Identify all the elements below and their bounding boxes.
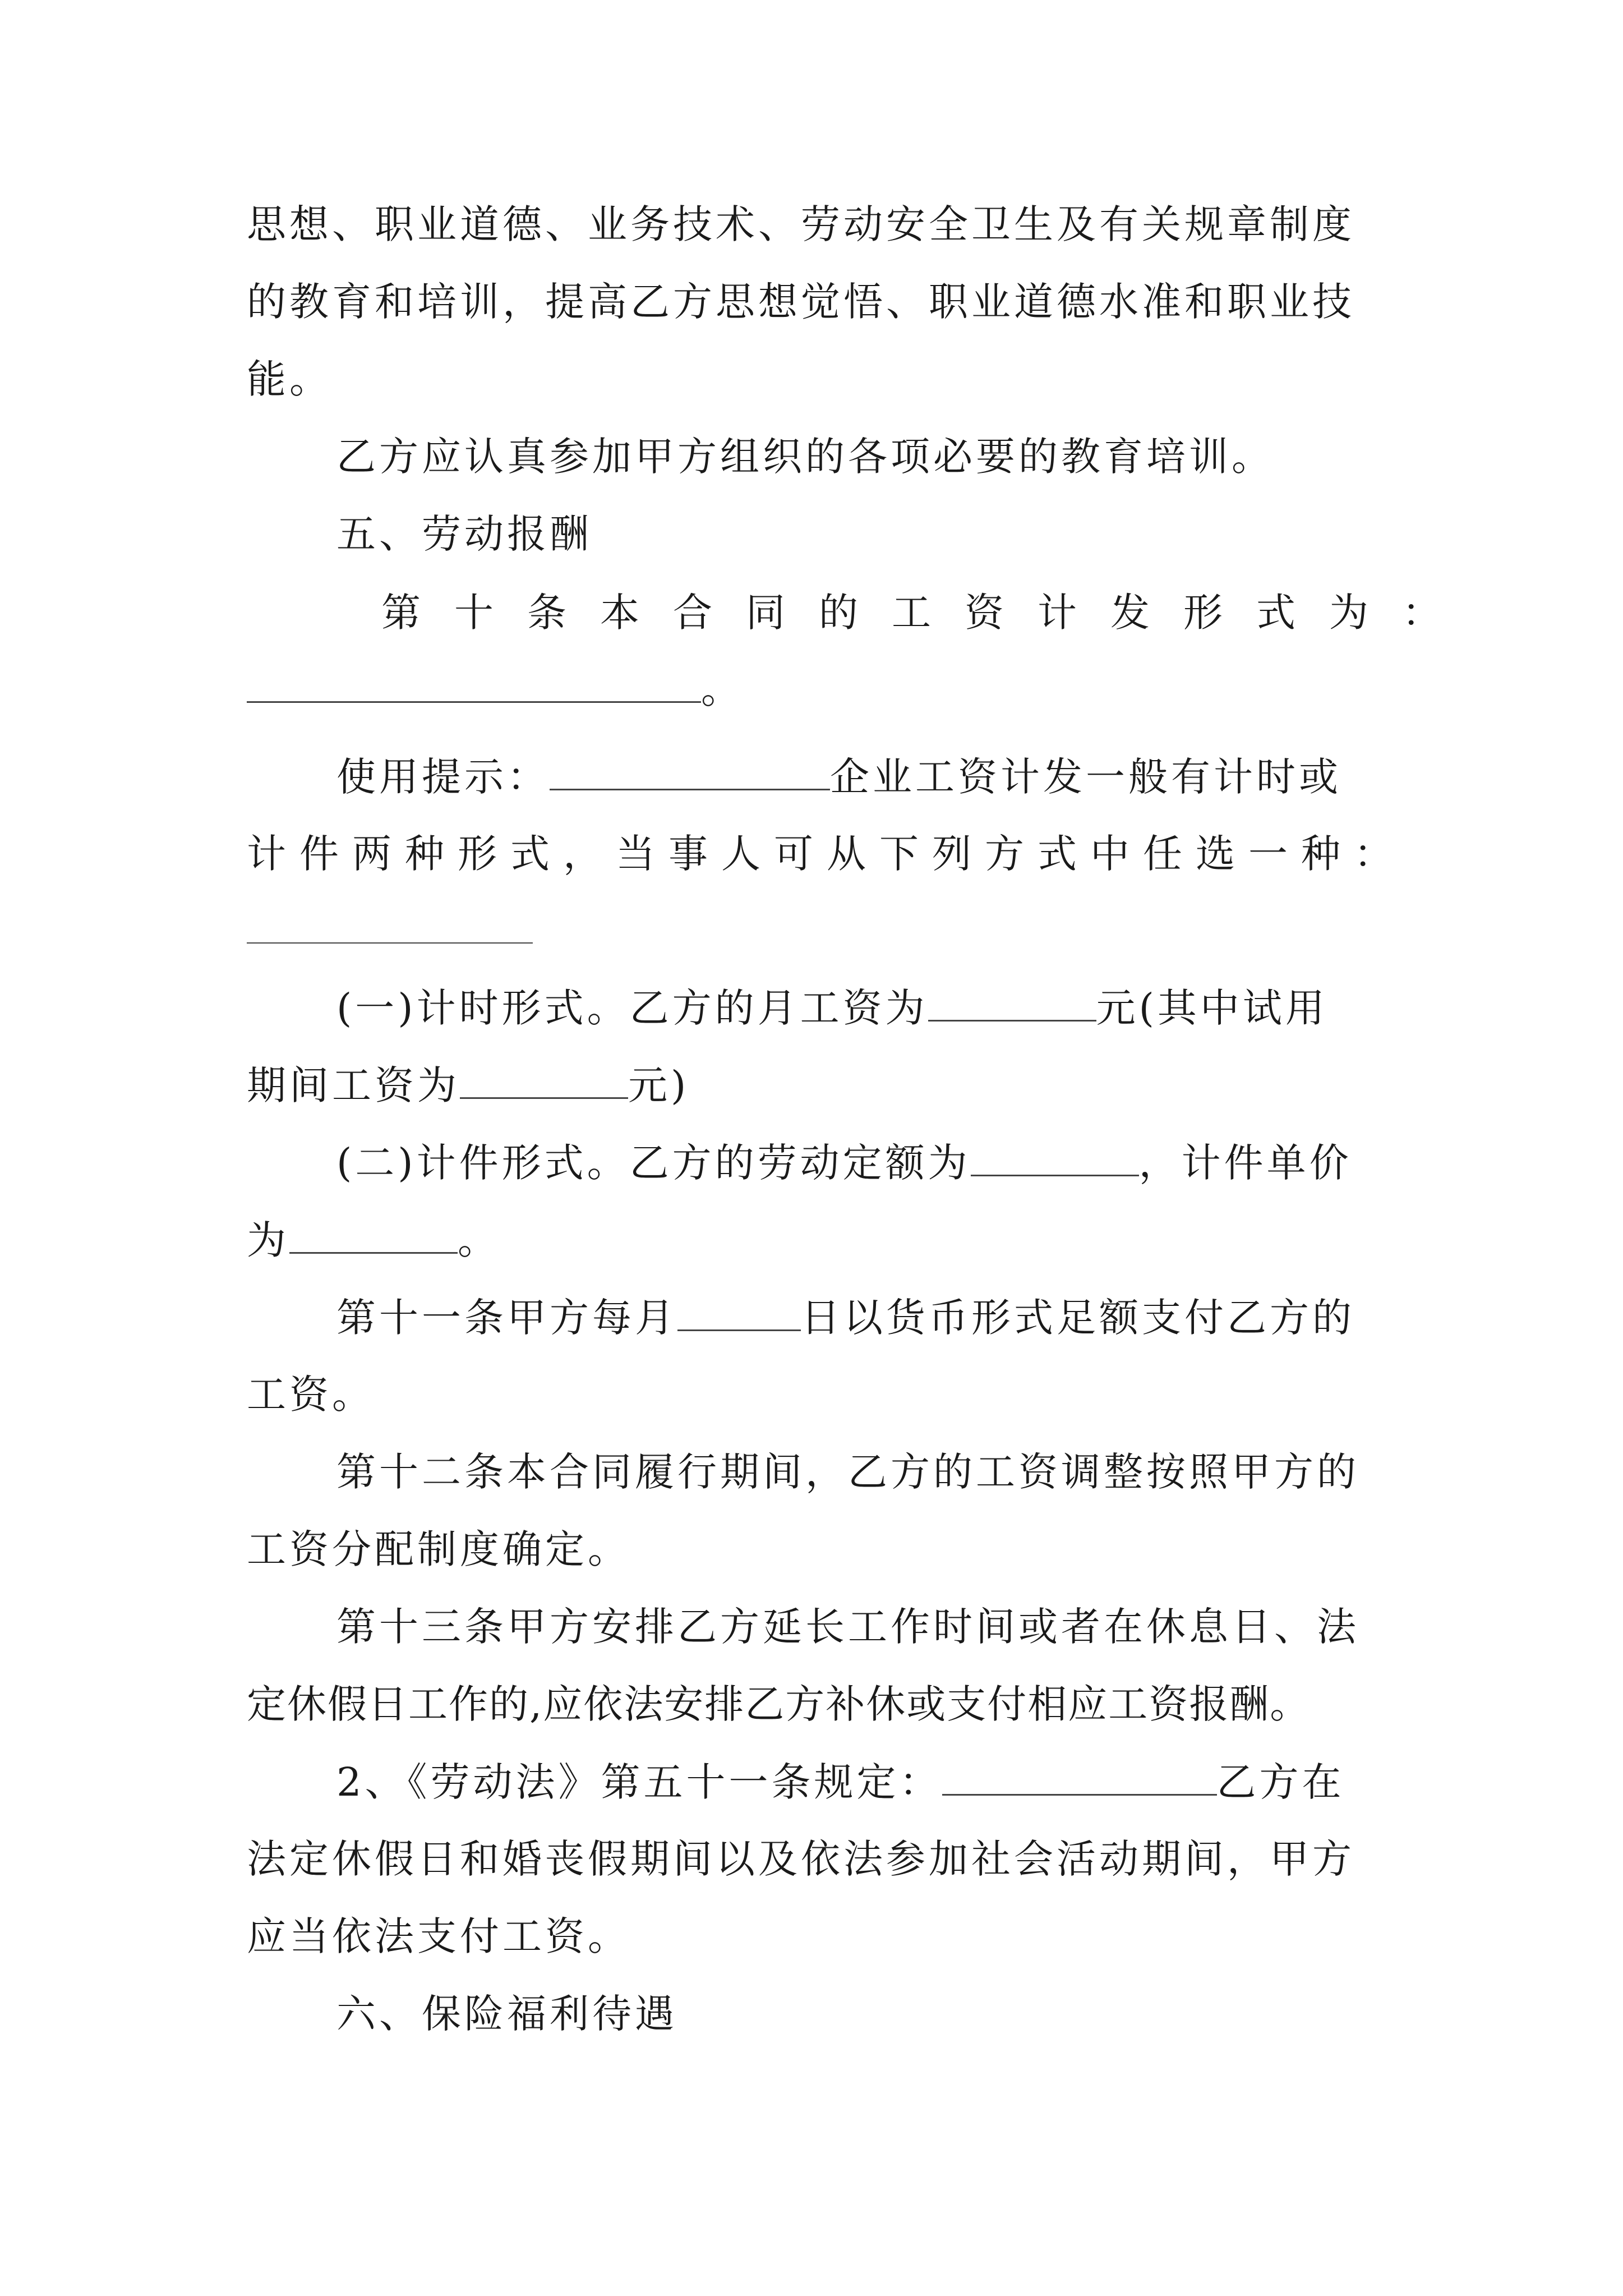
clause-11-line — [336, 1290, 1380, 1344]
fill-in-blank[interactable] — [971, 1135, 1139, 1176]
paragraph-line — [247, 275, 1380, 329]
text: 第十一条甲方每月 — [336, 1295, 677, 1341]
text: 第十条本合同的工资计发形式为： — [381, 590, 1475, 636]
fill-in-blank[interactable] — [942, 1755, 1217, 1796]
text: 元) — [628, 1062, 690, 1108]
paragraph-line — [247, 1368, 1380, 1421]
clause-13-line — [336, 1600, 1380, 1654]
piece-rate-line — [336, 1135, 1380, 1189]
clause-10-line — [381, 586, 1475, 639]
paragraph-line — [247, 1522, 1380, 1576]
text: 。 — [701, 666, 744, 712]
text: 定休假日工作的,应依法安排乙方补休或支付相应工资报酬。 — [247, 1681, 1311, 1727]
paragraph-line — [247, 352, 1380, 406]
text: 第十三条甲方安排乙方延长工作时间或者在休息日、法 — [336, 1604, 1359, 1650]
text: 应当依法支付工资。 — [247, 1913, 630, 1959]
paragraph-line — [336, 430, 1380, 484]
text: 企业工资计发一般有计时或 — [830, 754, 1341, 800]
blank-line — [247, 903, 1380, 957]
text: 的教育和培训，提高乙方思想觉悟、职业道德水准和职业技 — [247, 279, 1355, 325]
text: 思想、职业道德、业务技术、劳动安全卫生及有关规章制度 — [247, 201, 1355, 247]
fill-in-blank[interactable] — [460, 1058, 628, 1099]
heading-text: 六、保险福利待遇 — [336, 1991, 677, 2037]
text: 第十二条本合同履行期间，乙方的工资调整按照甲方的 — [336, 1449, 1359, 1495]
text: 工资分配制度确定。 — [247, 1526, 630, 1572]
blank-line — [247, 662, 1380, 716]
fill-in-blank[interactable] — [247, 662, 701, 703]
text: (一)计时形式。乙方的月工资为 — [336, 985, 928, 1031]
unit-price-line — [247, 1213, 1380, 1267]
probation-wage-line — [247, 1058, 1380, 1112]
fill-in-blank[interactable] — [289, 1213, 458, 1254]
text: 乙方在 — [1216, 1759, 1345, 1805]
fill-in-blank[interactable] — [550, 749, 830, 790]
text: 为 — [247, 1217, 289, 1263]
text: 乙方应认真参加甲方组织的各项必要的教育培训。 — [336, 434, 1274, 480]
paragraph-line — [247, 827, 1407, 881]
text: ，计件单价 — [1138, 1140, 1352, 1186]
text: 期间工资为 — [247, 1062, 460, 1108]
paragraph-line — [247, 197, 1380, 251]
fill-in-blank[interactable] — [928, 981, 1096, 1022]
usage-tip-line — [336, 749, 1380, 803]
clause-12-line — [336, 1445, 1380, 1499]
labor-law-line — [336, 1755, 1380, 1809]
text: 日以货币形式足额支付乙方的 — [801, 1295, 1355, 1341]
fill-in-blank[interactable] — [677, 1290, 801, 1331]
section-heading — [336, 1987, 1380, 2041]
text: 。 — [458, 1217, 500, 1263]
text: 能。 — [247, 356, 332, 402]
paragraph-line — [247, 1832, 1380, 1886]
fill-in-blank[interactable] — [247, 903, 533, 944]
text: 工资。 — [247, 1372, 375, 1418]
heading-text: 五、劳动报酬 — [336, 511, 592, 557]
paragraph-line — [247, 1910, 1380, 1963]
text: 使用提示： — [336, 754, 550, 800]
hourly-wage-line — [336, 981, 1380, 1034]
paragraph-line — [247, 1677, 1380, 1731]
text: 法定休假日和婚丧假期间以及依法参加社会活动期间，甲方 — [247, 1836, 1355, 1882]
text: 2、《劳动法》第五十一条规定： — [336, 1759, 942, 1805]
text: 元(其中试用 — [1096, 985, 1328, 1031]
text: 计件两种形式，当事人可从下列方式中任选一种： — [247, 831, 1407, 877]
section-heading — [336, 507, 1380, 561]
text: (二)计件形式。乙方的劳动定额为 — [336, 1140, 971, 1186]
